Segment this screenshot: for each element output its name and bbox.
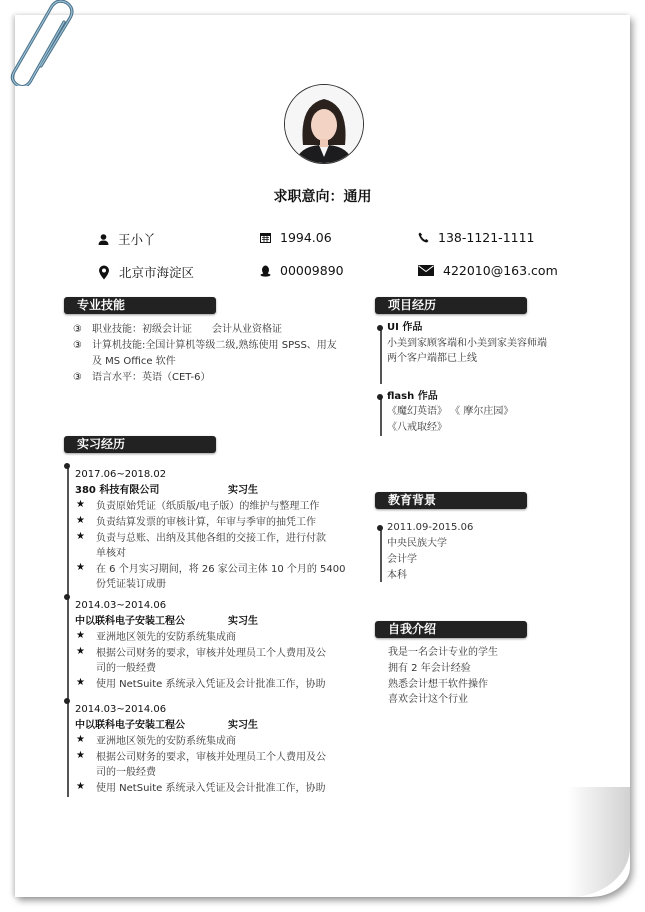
job-duty: 使用 NetSuite 系统录入凭证及会计批准工作，协助 — [96, 783, 326, 794]
job-duty: 负责原始凭证（纸质版/电子版）的维护与整理工作 — [96, 501, 320, 512]
star-bullet-icon: ★ — [76, 499, 85, 510]
star-bullet-icon: ★ — [76, 515, 85, 526]
skill-item: 及 MS Office 软件 — [92, 356, 176, 367]
job-role: 实习生 — [228, 485, 258, 496]
person-icon — [98, 234, 109, 245]
timeline-line — [380, 327, 382, 384]
project-line: 《八戒取经》 — [387, 422, 447, 433]
project-line: 《魔幻英语》 《 摩尔庄园》 — [387, 406, 514, 417]
job-duty: 根据公司财务的要求，审核并处理员工个人费用及公 — [96, 648, 326, 659]
star-bullet-icon: ★ — [76, 531, 85, 542]
job-intent-title: 求职意向：通用 — [273, 189, 372, 205]
job-company: 380 科技有限公司 — [75, 485, 160, 496]
job-duty: 在 6 个月实习期间，将 26 家公司主体 10 个月的 5400 — [96, 564, 346, 575]
star-bullet-icon: ★ — [76, 734, 85, 745]
section-header-projects: 项目经历 — [375, 297, 527, 314]
timeline-dot — [377, 325, 383, 331]
job-duty: 亚洲地区领先的安防系统集成商 — [96, 632, 236, 643]
job-role: 实习生 — [228, 720, 258, 731]
job-duty: 负责结算发票的审核计算，年审与季审的抽凭工作 — [96, 517, 316, 528]
star-bullet-icon: ★ — [76, 562, 85, 573]
edu-period: 2011.09-2015.06 — [387, 522, 474, 533]
job-duty: 使用 NetSuite 系统录入凭证及会计批准工作，协助 — [96, 679, 326, 690]
job-duty: 司的一般经费 — [96, 767, 156, 778]
edu-major: 会计学 — [387, 554, 417, 565]
timeline-dot — [64, 594, 70, 600]
envelope-icon — [418, 265, 434, 276]
star-bullet-icon: ★ — [76, 630, 85, 641]
timeline-dot — [377, 394, 383, 400]
project-name: UI 作品 — [387, 322, 423, 333]
star-bullet-icon: ★ — [76, 646, 85, 657]
timeline-dot — [64, 463, 70, 469]
timeline-dot — [377, 525, 383, 531]
info-location: 北京市海淀区 — [98, 263, 194, 281]
info-qq: 00009890 — [260, 263, 344, 278]
job-period: 2014.03~2014.06 — [75, 600, 167, 611]
job-period: 2014.03~2014.06 — [75, 704, 167, 715]
edu-degree: 本科 — [387, 570, 407, 581]
job-period: 2017.06~2018.02 — [75, 469, 167, 480]
about-line: 喜欢会计这个行业 — [388, 694, 468, 705]
section-header-skills: 专业技能 — [64, 297, 216, 314]
skill-item: 语言水平：英语（CET-6） — [92, 372, 211, 383]
job-duty: 根据公司财务的要求，审核并处理员工个人费用及公 — [96, 752, 326, 763]
calendar-icon — [260, 232, 271, 243]
skill-bullet-icon: ③ — [73, 372, 82, 383]
edu-school: 中央民族大学 — [387, 538, 447, 549]
skill-bullet-icon: ③ — [73, 340, 82, 351]
job-company: 中以联科电子安装工程公 — [75, 616, 185, 627]
avatar — [284, 84, 364, 164]
job-duty: 负责与总账、出纳及其他各组的交接工作，进行付款 — [96, 533, 326, 544]
skill-bullet-icon: ③ — [73, 324, 82, 335]
section-header-about: 自我介绍 — [375, 621, 527, 638]
about-line: 拥有 2 年会计经验 — [388, 663, 471, 674]
info-phone: 138-1121-1111 — [418, 230, 535, 245]
job-duty: 单核对 — [96, 548, 126, 559]
project-name: flash 作品 — [387, 391, 438, 402]
skill-item: 职业技能：初级会计证 会计从业资格证 — [92, 324, 282, 335]
section-header-education: 教育背景 — [375, 492, 527, 509]
job-duty: 份凭证装订成册 — [96, 579, 166, 590]
info-email: 422010@163.com — [418, 263, 558, 278]
paperclip-icon — [4, 0, 76, 86]
about-line: 我是一名会计专业的学生 — [388, 647, 498, 658]
project-line: 两个客户端都已上线 — [387, 353, 477, 364]
timeline-line — [67, 467, 69, 797]
timeline-line — [380, 527, 382, 582]
timeline-dot — [64, 698, 70, 704]
info-name: 王小丫 — [98, 230, 156, 248]
star-bullet-icon: ★ — [76, 677, 85, 688]
skill-item: 计算机技能:全国计算机等级二级,熟练使用 SPSS、用友 — [92, 340, 337, 351]
phone-icon — [418, 232, 429, 243]
job-duty: 亚洲地区领先的安防系统集成商 — [96, 736, 236, 747]
about-line: 熟悉会计想干软件操作 — [388, 679, 488, 690]
star-bullet-icon: ★ — [76, 781, 85, 792]
section-header-internship: 实习经历 — [64, 436, 216, 453]
info-birth: 1994.06 — [260, 230, 332, 245]
portrait-photo-icon — [285, 85, 363, 163]
timeline-line — [380, 396, 382, 436]
job-role: 实习生 — [228, 616, 258, 627]
location-pin-icon — [98, 265, 110, 280]
job-duty: 司的一般经费 — [96, 663, 156, 674]
job-company: 中以联科电子安装工程公 — [75, 720, 185, 731]
star-bullet-icon: ★ — [76, 750, 85, 761]
qq-penguin-icon — [260, 265, 271, 277]
project-line: 小美到家顾客端和小美到家美容师端 — [387, 338, 547, 349]
